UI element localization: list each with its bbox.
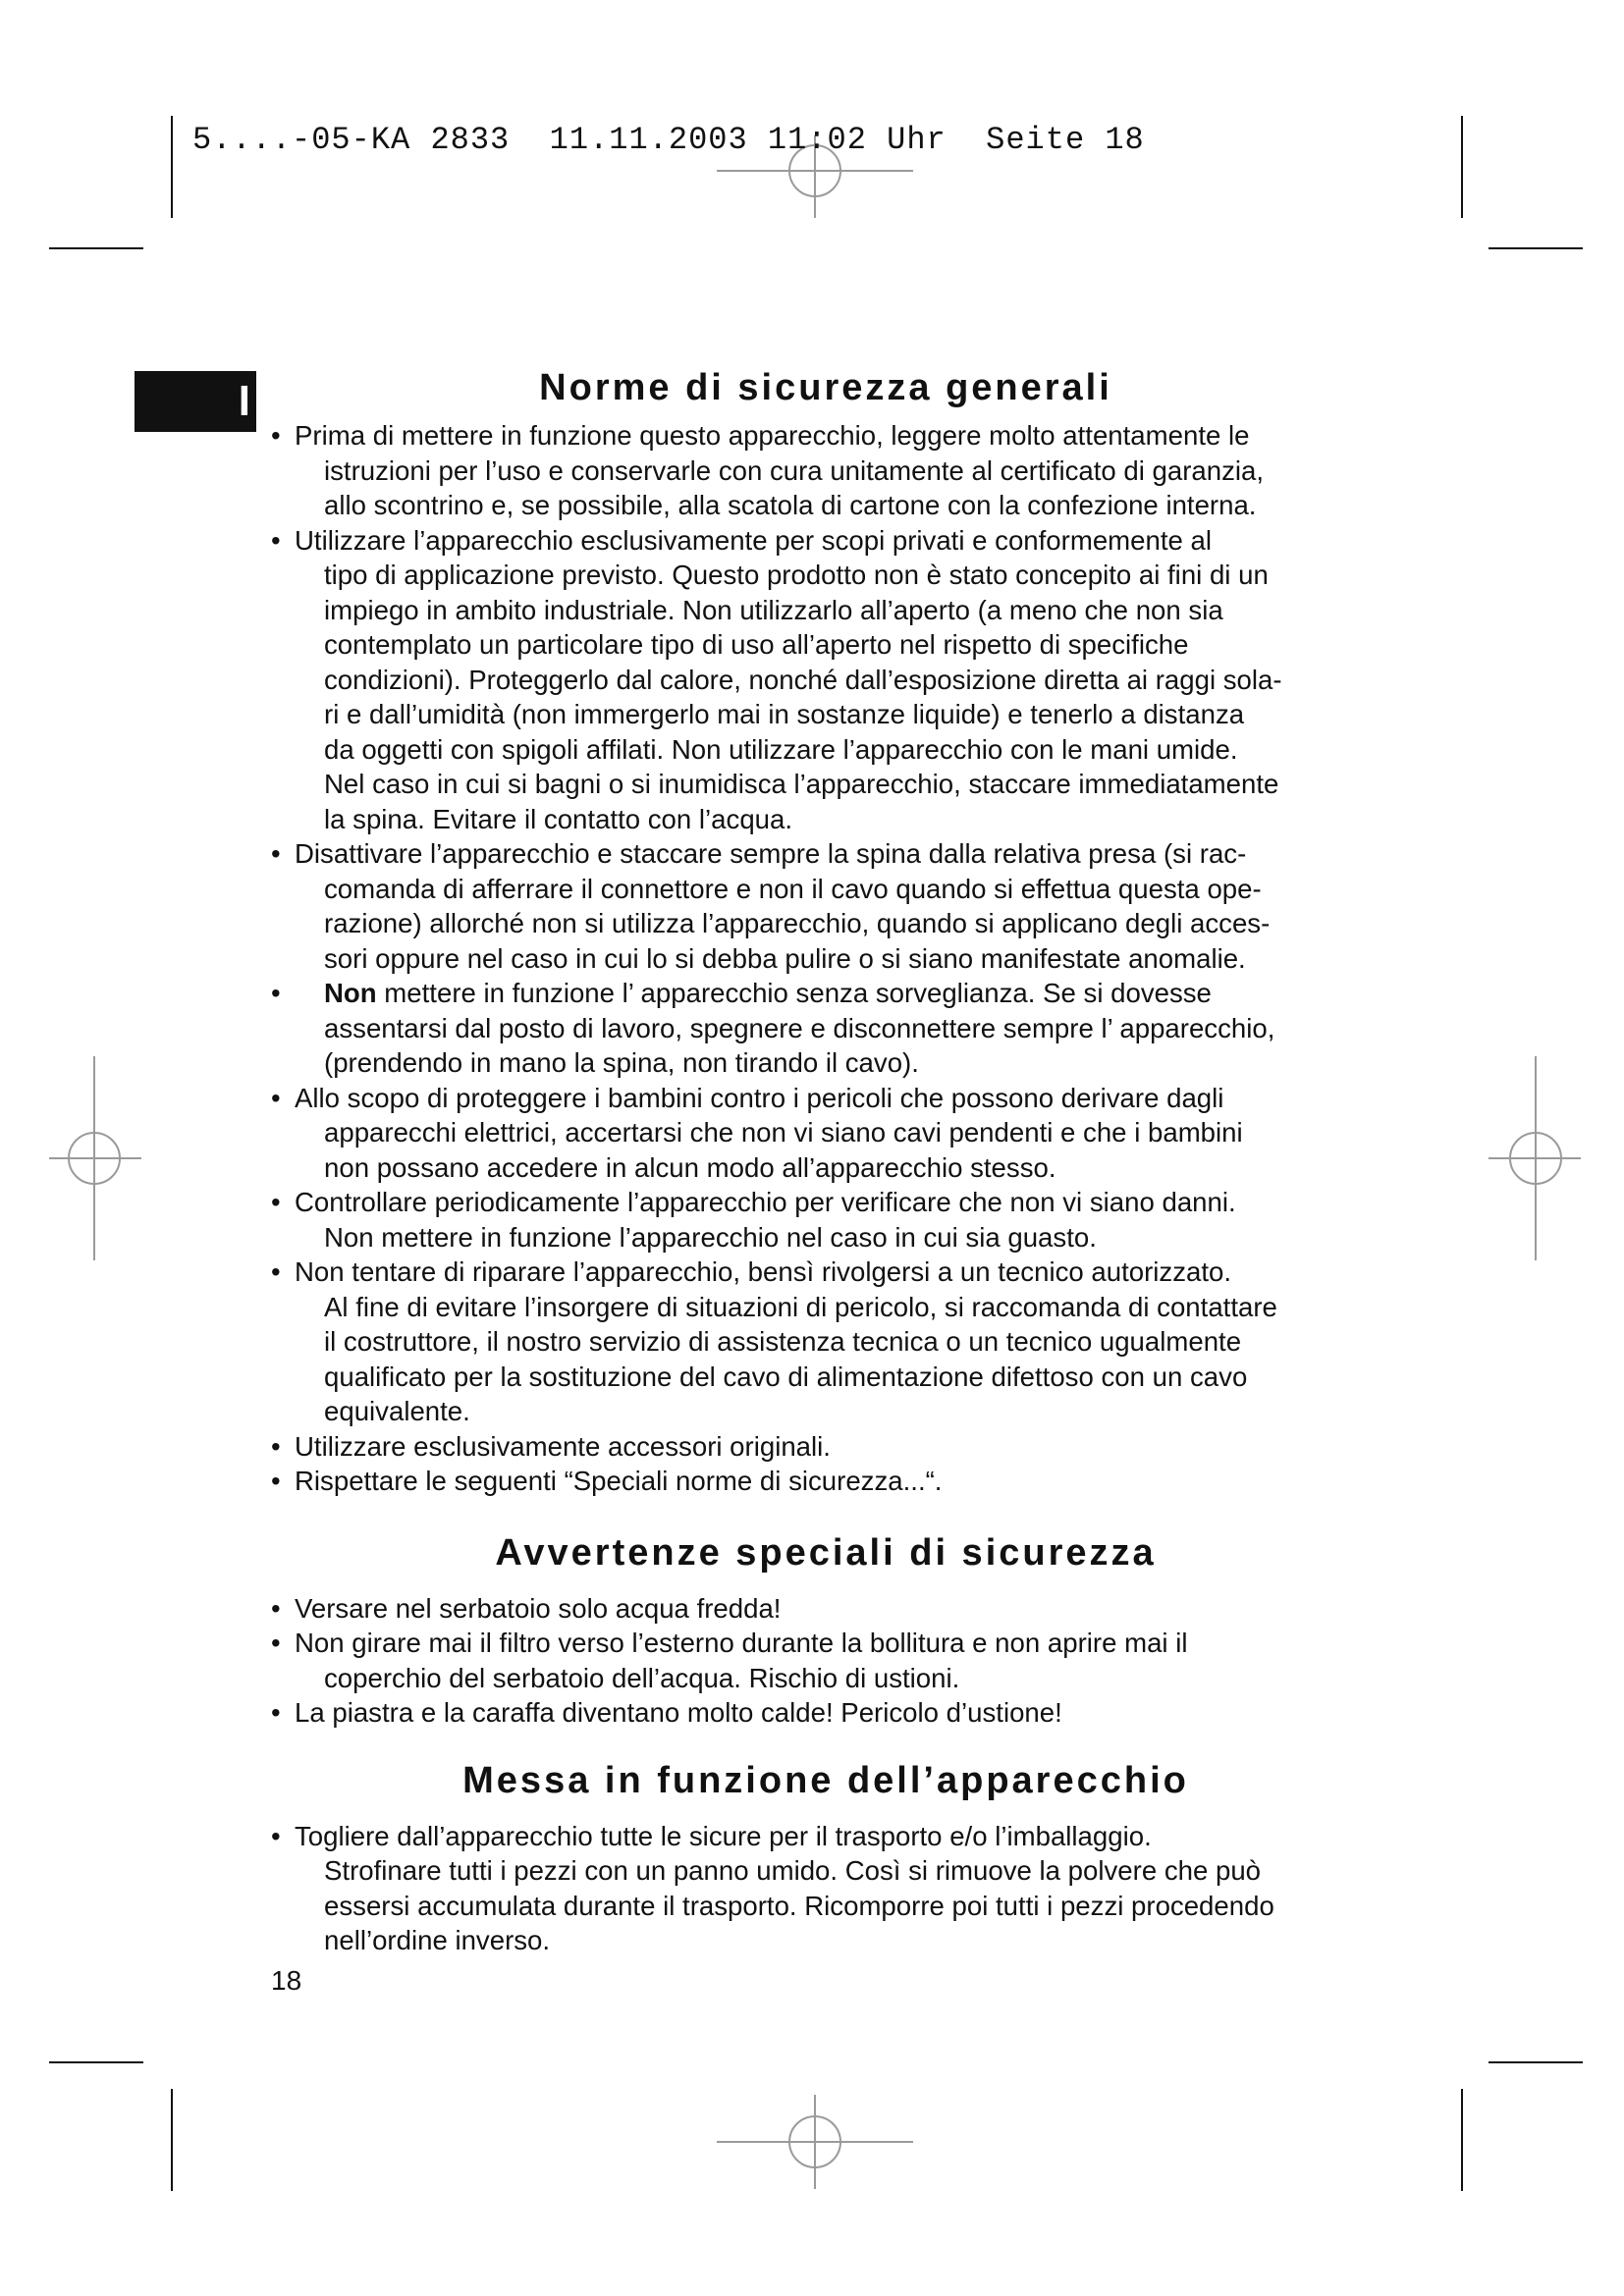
list-item-text: Non girare mai il filtro verso l’esterno durante la bollitura e non aprire mai il coperchio del serbatoio dell’acqua. Rischio di ustioni. — [295, 1628, 1188, 1693]
crop-mark-top-left-vertical — [171, 116, 173, 218]
bullet: • — [271, 1082, 281, 1113]
crop-mark-top-right-horizontal — [1489, 247, 1583, 249]
language-tab — [135, 371, 256, 432]
bullet: • — [271, 1430, 281, 1462]
list-item — [271, 1591, 1380, 1627]
registration-mark-right-icon — [1483, 1050, 1591, 1266]
crop-mark-top-right-vertical — [1461, 116, 1463, 218]
list-item — [271, 1464, 1380, 1499]
list-item-text: Rispettare le seguenti “Speciali norme di sicurezza...“. — [295, 1466, 943, 1496]
bullet: • — [271, 1697, 281, 1728]
bullet: • — [271, 420, 281, 451]
list-item — [271, 523, 1380, 837]
section-title-startup: Messa in funzione dell’apparecchio — [462, 1759, 1189, 1801]
crop-mark-top-left-horizontal — [49, 247, 143, 249]
list-item — [271, 1819, 1380, 1958]
list-item-text: Togliere dall’apparecchio tutte le sicure per il trasporto e/o l’imballaggio. Strofinare tutti i pezzi con un panno umido. Così si rimuove la polvere che può essersi accumulata durante il trasporto. Ricomporre poi tutti i pezzi procedendo nell’ordine inverso. — [295, 1820, 1274, 1955]
crop-mark-bottom-left-horizontal — [49, 2061, 143, 2063]
list-item — [271, 1429, 1380, 1465]
list-item-bold-word: Non — [324, 978, 377, 1008]
bullet: • — [271, 1187, 281, 1217]
section-title-general-safety: Norme di sicurezza generali — [539, 367, 1112, 408]
registration-mark-left-icon — [39, 1050, 147, 1266]
crop-mark-bottom-right-horizontal — [1489, 2061, 1583, 2063]
section-title-special-warnings: Avvertenze speciali di sicurezza — [495, 1531, 1157, 1574]
crop-mark-bottom-right-vertical — [1461, 2089, 1463, 2191]
list-item — [271, 836, 1380, 976]
list-item-text: Versare nel serbatoio solo acqua fredda! — [295, 1592, 782, 1624]
crop-mark-bottom-left-vertical — [171, 2089, 173, 2191]
bullet: • — [271, 1466, 281, 1496]
list-item-text: Utilizzare esclusivamente accessori originali. — [295, 1430, 831, 1462]
bullet: • — [271, 978, 281, 1008]
list-item-text: Prima di mettere in funzione questo apparecchio, leggere molto attentamente le istruzioni per l’uso e conservarle con cura unitamente al certificato di garanzia, allo scontrino e, se possibile, alla scatola di cartone con la confezione interna. — [295, 420, 1265, 520]
bullet: • — [271, 1592, 281, 1624]
startup-list — [271, 1819, 1380, 1958]
list-item-text: Utilizzare l’apparecchio esclusivamente per scopi privati e conformemente al tipo di applicazione previsto. Questo prodotto non è stato concepito ai fini di un impiego in ambito industriale. Non utilizzarlo all’aperto (a meno che non sia contemplato un particolare tipo di uso all’aperto nel rispetto di specifiche condizioni). Proteggerlo dal calore, nonché dall’esposizione diretta ai raggi sola- ri e dall’umidità (non immergerlo mai in sostanze liquide) e tenerlo a distanza da oggetti con spigoli affilati. Non utilizzare l’apparecchio con le mani umide. Nel caso in cui si bagni o si inumidisca l’apparecchio, staccare immediatamente la spina. Evitare il contatto con l’acqua. — [295, 524, 1282, 834]
print-header: 5....-05-KA 2833 11.11.2003 11:02 Uhr Seite 18 — [192, 122, 1145, 158]
bullet: • — [271, 1820, 281, 1851]
list-item-text: Disattivare l’apparecchio e staccare sempre la spina dalla relativa presa (si rac- comanda di afferrare il connettore e non il cavo quando si effettua questa ope- razione) allorché non si utilizza l’apparecchio, quando si applicano degli acces- sori oppure nel caso in cui lo si debba pulire o si siano manifestate anomalie. — [295, 838, 1271, 974]
list-item — [271, 418, 1380, 523]
bullet: • — [271, 1256, 281, 1287]
list-item-text: Controllare periodicamente l’apparecchio per verificare che non vi siano danni. Non mettere in funzione l’apparecchio nel caso in cui sia guasto. — [295, 1187, 1236, 1253]
list-item — [271, 976, 1380, 1081]
list-item — [271, 1695, 1380, 1731]
page-number: 18 — [271, 1965, 302, 1996]
language-tab-label: I — [238, 377, 250, 425]
list-item — [271, 1081, 1380, 1186]
list-item — [271, 1626, 1380, 1695]
bullet: • — [271, 524, 281, 556]
general-safety-list — [271, 418, 1380, 1499]
list-item-text: La piastra e la caraffa diventano molto calde! Pericolo d’ustione! — [295, 1697, 1062, 1728]
special-warnings-list — [271, 1591, 1380, 1731]
bullet: • — [271, 1628, 281, 1658]
list-item-text: Allo scopo di proteggere i bambini contro i pericoli che possono derivare dagli apparecchi elettrici, accertarsi che non vi siano cavi pendenti e che i bambini non possano accedere in alcun modo all’apparecchio stesso. — [295, 1082, 1243, 1183]
bullet: • — [271, 838, 281, 869]
main-content — [271, 361, 1380, 1958]
registration-mark-bottom-icon — [707, 2087, 923, 2195]
list-item-text: mettere in funzione l’ apparecchio senza sorveglianza. Se si dovesse assentarsi dal posto di lavoro, spegnere e disconnettere sempre l’ apparecchio, (prendendo in mano la spina, non tirando il cavo). — [324, 978, 1275, 1078]
list-item — [271, 1255, 1380, 1429]
list-item-text: Non tentare di riparare l’apparecchio, bensì rivolgersi a un tecnico autorizzato. Al fine di evitare l’insorgere di situazioni di pericolo, si raccomanda di contattare il costruttore, il nostro servizio di assistenza tecnica o un tecnico ugualmente qualificato per la sostituzione del cavo di alimentazione difettoso con un cavo equivalente. — [295, 1256, 1277, 1426]
list-item — [271, 1185, 1380, 1255]
